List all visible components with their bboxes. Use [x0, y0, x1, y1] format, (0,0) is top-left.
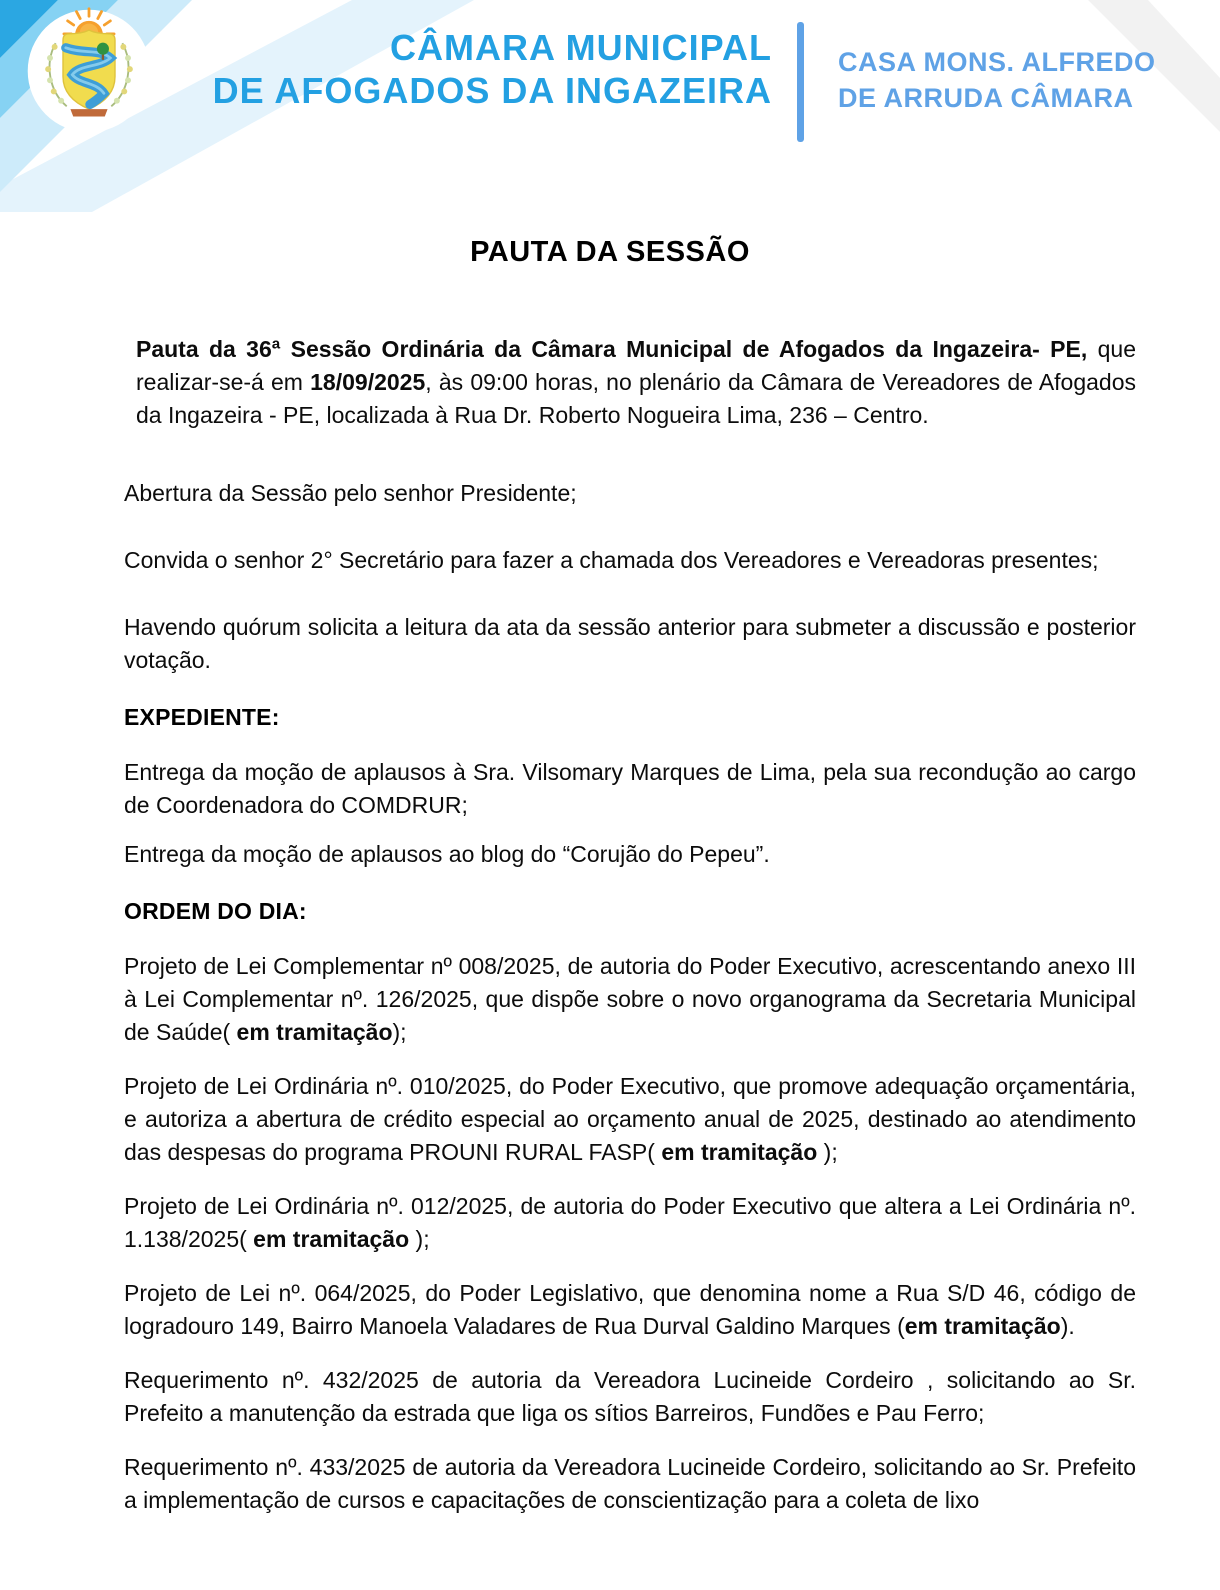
agenda-item-text: Projeto de Lei Ordinária nº. 012/2025, de autoria do Poder Executivo que altera a Lei Ordinária nº. 1.138/2025( [124, 1193, 1136, 1252]
agenda-item-text: ); [409, 1226, 430, 1252]
status-em-tramitacao: em tramitação [661, 1139, 818, 1165]
opening-paragraph: Abertura da Sessão pelo senhor Presidente; [124, 480, 577, 506]
municipal-crest-icon [24, 6, 154, 136]
agenda-item [124, 1451, 1136, 1517]
intro-tail-text: , às 09:00 horas, no plenário da Câmara de Vereadores de Afogados da Ingazeira - PE, localizada à Rua Dr. Roberto Nogueira Lima, 236 – Centro. [136, 369, 1137, 428]
document-title: PAUTA DA SESSÃO [470, 236, 750, 268]
expediente-item: Entrega da moção de aplausos ao blog do “Corujão do Pepeu”. [124, 841, 770, 867]
org-name-line2: DE AFOGADOS DA INGAZEIRA [212, 70, 772, 111]
agenda-item-text: Projeto de Lei Ordinária nº. 010/2025, do Poder Executivo, que promove adequação orçamentária, e autoriza a abertura de crédito especial ao orçamento anual de 2025, destinado ao atendimento das despesas do programa PROUNI RURAL FASP( [124, 1073, 1136, 1165]
agenda-item [124, 1277, 1136, 1343]
intro-bold-lead: Pauta da 36ª Sessão Ordinária da Câmara Municipal de Afogados da Ingazeira- PE, [136, 336, 1088, 362]
building-name-line2: DE ARRUDA CÂMARA [838, 83, 1134, 113]
intro-mid-text: que realizar-se-á em [136, 336, 1136, 395]
agenda-item-text: Projeto de Lei nº. 064/2025, do Poder Legislativo, que denomina nome a Rua S/D 46, código de logradouro 149, Bairro Manoela Valadares de Rua Durval Galdino Marques ( [124, 1280, 1136, 1339]
agenda-item [124, 1364, 1136, 1430]
agenda-item-text: Requerimento nº. 433/2025 de autoria da Vereadora Lucineide Cordeiro, solicitando ao Sr. Prefeito a implementação de cursos e capacitações de conscientização para a coleta de lixo [124, 1454, 1136, 1513]
opening-paragraph: Havendo quórum solicita a leitura da ata da sessão anterior para submeter a discussão e posterior votação. [124, 614, 1136, 673]
intro-paragraph [136, 333, 1136, 432]
agenda-item-text: ). [1060, 1313, 1075, 1339]
agenda-item-text: ); [817, 1139, 838, 1165]
ordem-do-dia-heading: ORDEM DO DIA: [124, 898, 307, 924]
expediente-heading: EXPEDIENTE: [124, 704, 280, 730]
status-em-tramitacao: em tramitação [236, 1019, 393, 1045]
agenda-item [124, 1070, 1136, 1169]
opening-paragraph: Convida o senhor 2° Secretário para fazer a chamada dos Vereadores e Vereadoras presentes; [124, 547, 1099, 573]
org-name [160, 26, 772, 112]
header-divider [797, 22, 804, 142]
agenda-item-text: Requerimento nº. 432/2025 de autoria da Vereadora Lucineide Cordeiro , solicitando ao Sr. Prefeito a manutenção da estrada que liga os sítios Barreiros, Fundões e Pau Ferro; [124, 1367, 1136, 1426]
expediente-item: Entrega da moção de aplausos à Sra. Vilsomary Marques de Lima, pela sua recondução ao cargo de Coordenadora do COMDRUR; [124, 759, 1136, 818]
intro-session-date: 18/09/2025 [310, 369, 426, 395]
status-em-tramitacao: em tramitação [904, 1313, 1061, 1339]
document-body [124, 333, 1136, 1517]
agenda-item [124, 1190, 1136, 1256]
org-name-line1: CÂMARA MUNICIPAL [390, 27, 772, 68]
building-name [838, 44, 1156, 116]
status-em-tramitacao: em tramitação [253, 1226, 410, 1252]
agenda-item [124, 950, 1136, 1049]
building-name-line1: CASA MONS. ALFREDO [838, 47, 1156, 77]
letterhead-banner [0, 0, 1220, 212]
agenda-item-text: Projeto de Lei Complementar nº 008/2025, de autoria do Poder Executivo, acrescentando anexo III à Lei Complementar nº. 126/2025, que dispõe sobre o novo organograma da Secretaria Municipal de Saúde( [124, 953, 1136, 1045]
agenda-item-text: ); [392, 1019, 407, 1045]
